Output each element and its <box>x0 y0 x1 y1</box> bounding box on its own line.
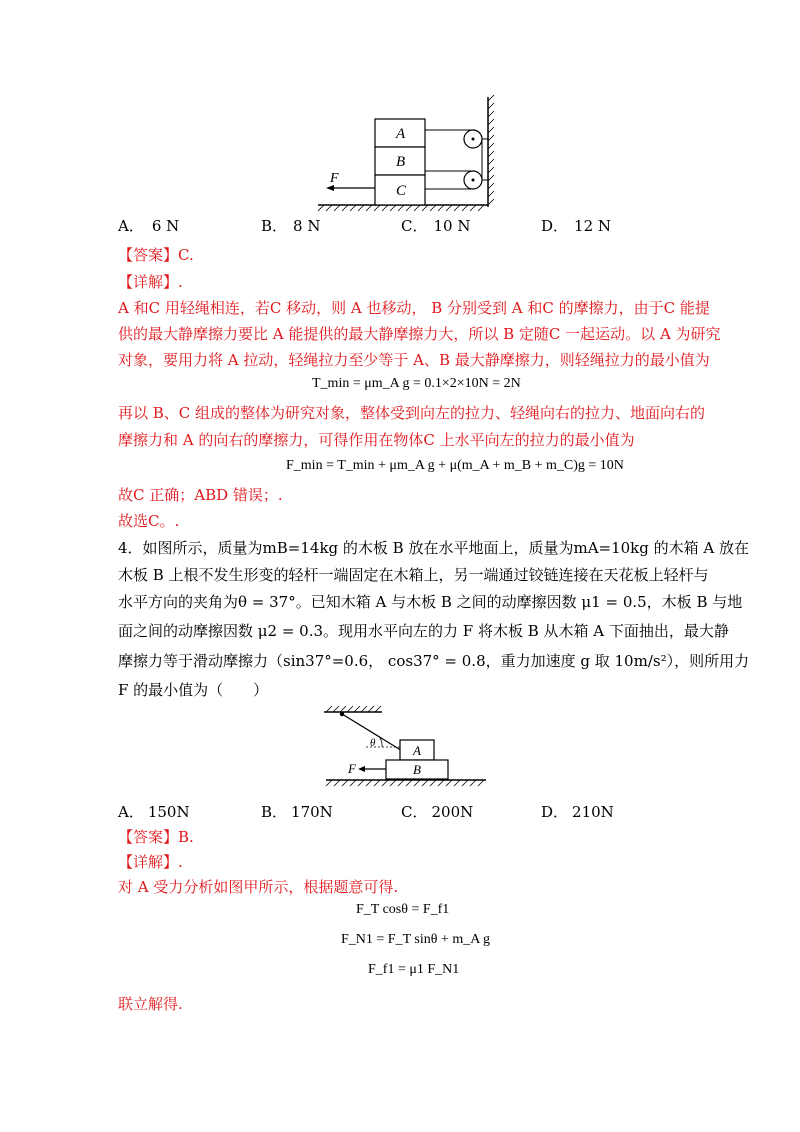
q4-option-b: B． 170N <box>261 803 333 821</box>
q3-explanation-line-2: 供的最大静摩擦力要比 A 能提供的最大静摩擦力大，所以 B 定随C 一起运动。以 A 为研究 <box>118 325 721 343</box>
q4-stem-line-5: 摩擦力等于滑动摩擦力（sin37°=0.6， cos37° = 0.8，重力加速度 g 取 10m/s²），则所用力 <box>118 652 750 670</box>
q4-equation-2: F_N1 = F_T sinθ + m_A g <box>341 932 491 947</box>
q3-detail-label: 【详解】. <box>118 273 183 291</box>
q4-option-c: C． 200N <box>401 803 474 821</box>
q4-label-b: B <box>413 762 421 777</box>
q3-explanation2-line-2: 摩擦力和 A 的向右的摩擦力，可得作用在物体C 上水平向左的拉力的最小值为 <box>118 431 635 449</box>
q4-answer: 【答案】B. <box>118 828 194 846</box>
q3-explanation-line-3: 对象，要用力将 A 拉动，轻绳拉力至少等于 A、B 最大静摩擦力，则轻绳拉力的最小值为 <box>118 351 710 369</box>
q3-final: 故选C。. <box>118 512 180 530</box>
q3-option-a: A． 6 N <box>118 217 180 235</box>
q4-equation-3: F_f1 = μ1 F_N1 <box>368 962 460 977</box>
q4-detail-label: 【详解】. <box>118 853 183 871</box>
q4-label-f: F <box>348 761 356 776</box>
q4-intro: 对 A 受力分析如图甲所示，根据题意可得. <box>118 878 399 896</box>
q4-label-theta: θ <box>370 737 376 749</box>
q3-label-b: B <box>396 154 406 170</box>
q3-equation-2: F_min = T_min + μm_A g + μ(m_A + m_B + m_C)g = 10N <box>286 458 624 473</box>
q4-stem-line-1: 4．如图所示，质量为mB=14kg 的木板 B 放在水平地面上，质量为mA=10kg 的木箱 A 放在 <box>118 539 750 557</box>
q4-stem-line-4: 面之间的动摩擦因数 μ2 = 0.3。现用水平向左的力 F 将木板 B 从木箱 A 下面抽出，最大静 <box>118 622 729 640</box>
q4-option-a: A． 150N <box>118 803 190 821</box>
q3-figure <box>318 95 503 213</box>
q4-stem-line-6: F 的最小值为（ ） <box>118 681 269 699</box>
q3-label-a: A <box>396 126 406 142</box>
q4-figure <box>320 702 492 792</box>
q4-stem-line-2: 木板 B 上根不发生形变的轻杆一端固定在木箱上，另一端通过铰链连接在天花板上轻杆与 <box>118 566 709 584</box>
q4-closing: 联立解得. <box>118 995 183 1013</box>
q3-explanation-line-1: A 和C 用轻绳相连，若C 移动，则 A 也移动， B 分别受到 A 和C 的摩擦力，由于C 能提 <box>118 299 710 317</box>
q3-option-c: C． 10 N <box>401 217 471 235</box>
q4-stem-line-3: 水平方向的夹角为θ = 37°。已知木箱 A 与木板 B 之间的动摩擦因数 μ1 = 0.5，木板 B 与地 <box>118 593 743 611</box>
q3-equation-1: T_min = μm_A g = 0.1×2×10N = 2N <box>312 376 521 391</box>
q3-label-c: C <box>396 183 407 199</box>
q3-option-b: B． 8 N <box>261 217 321 235</box>
q4-label-a: A <box>413 743 421 758</box>
q4-equation-1: F_T cosθ = F_f1 <box>356 902 450 917</box>
q3-answer: 【答案】C. <box>118 246 194 264</box>
q3-conclusion: 故C 正确；ABD 错误；. <box>118 486 283 504</box>
q3-option-d: D． 12 N <box>541 217 612 235</box>
q3-label-f: F <box>330 171 339 186</box>
q4-option-d: D． 210N <box>541 803 614 821</box>
q3-explanation2-line-1: 再以 B、C 组成的整体为研究对象，整体受到向左的拉力、轻绳向右的拉力、地面向右的 <box>118 404 706 422</box>
